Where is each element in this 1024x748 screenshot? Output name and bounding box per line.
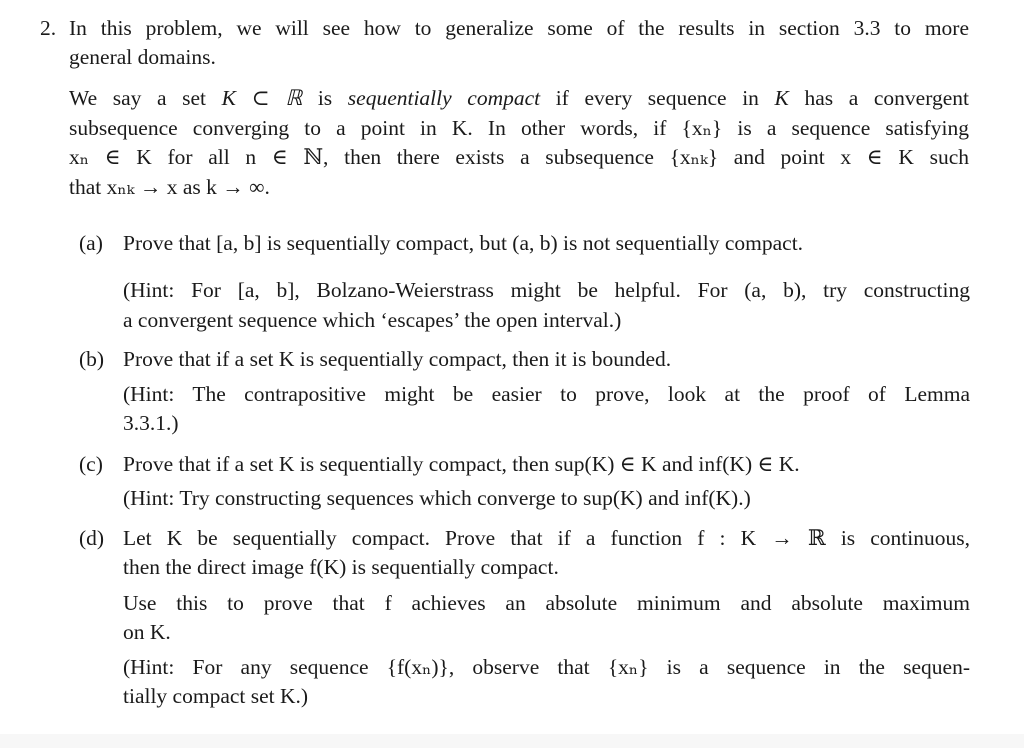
part-a-statement: Prove that [a, b] is sequentially compact, but (a, b) is not sequentially compact.	[123, 231, 804, 255]
part-d-hint-line-2: tially compact set K.)	[123, 684, 309, 708]
part-b-statement: Prove that if a set K is sequentially compact, then it is bounded.	[123, 347, 672, 371]
part-b-label: (b)	[79, 347, 105, 371]
definition-line-4: that xₙₖ → x as k → ∞.	[69, 175, 270, 199]
bottom-margin-band	[0, 734, 1024, 748]
part-d-statement-line-1: Let K be sequentially compact. Prove that if a function f : K → ℝ is continuous,	[123, 526, 970, 550]
intro-line-2: general domains.	[69, 45, 216, 69]
part-d-hint-line-1: (Hint: For any sequence {f(xₙ)}, observe that {xₙ} is a sequence in the sequen-	[123, 655, 970, 679]
term-sequentially-compact: sequentially compact	[347, 86, 541, 110]
part-a-label: (a)	[79, 231, 103, 255]
definition-line-3: xₙ ∈ K for all n ∈ ℕ, then there exists a subsequence {xₙₖ} and point x ∈ K such	[69, 145, 969, 169]
part-d-statement-line-3: Use this to prove that f achieves an absolute minimum and absolute maximum	[123, 591, 970, 615]
part-b-hint-line-2: 3.3.1.)	[123, 411, 179, 435]
part-c-hint: (Hint: Try constructing sequences which converge to sup(K) and inf(K).)	[123, 486, 751, 510]
part-d-statement-line-4: on K.	[123, 620, 171, 644]
part-c-label: (c)	[79, 452, 103, 476]
definition-line-2: subsequence converging to a point in K. In other words, if {xₙ} is a sequence satisfying	[69, 116, 969, 140]
part-a-hint-line-1: (Hint: For [a, b], Bolzano-Weierstrass might be helpful. For (a, b), try constructing	[123, 278, 970, 302]
part-c-statement: Prove that if a set K is sequentially compact, then sup(K) ∈ K and inf(K) ∈ K.	[123, 452, 800, 476]
definition-line-1: We say a set K ⊂ ℝ is sequentially compact if every sequence in K has a convergent	[69, 86, 970, 110]
part-b-hint-line-1: (Hint: The contrapositive might be easier to prove, look at the proof of Lemma	[123, 382, 970, 406]
problem-number: 2.	[40, 16, 57, 40]
part-d-statement-line-2: then the direct image f(K) is sequentially compact.	[123, 555, 559, 579]
part-d-label: (d)	[79, 526, 105, 550]
intro-line-1: In this problem, we will see how to generalize some of the results in section 3.3 to more	[69, 16, 969, 40]
part-a-hint-line-2: a convergent sequence which ‘escapes’ the open interval.)	[123, 308, 622, 332]
